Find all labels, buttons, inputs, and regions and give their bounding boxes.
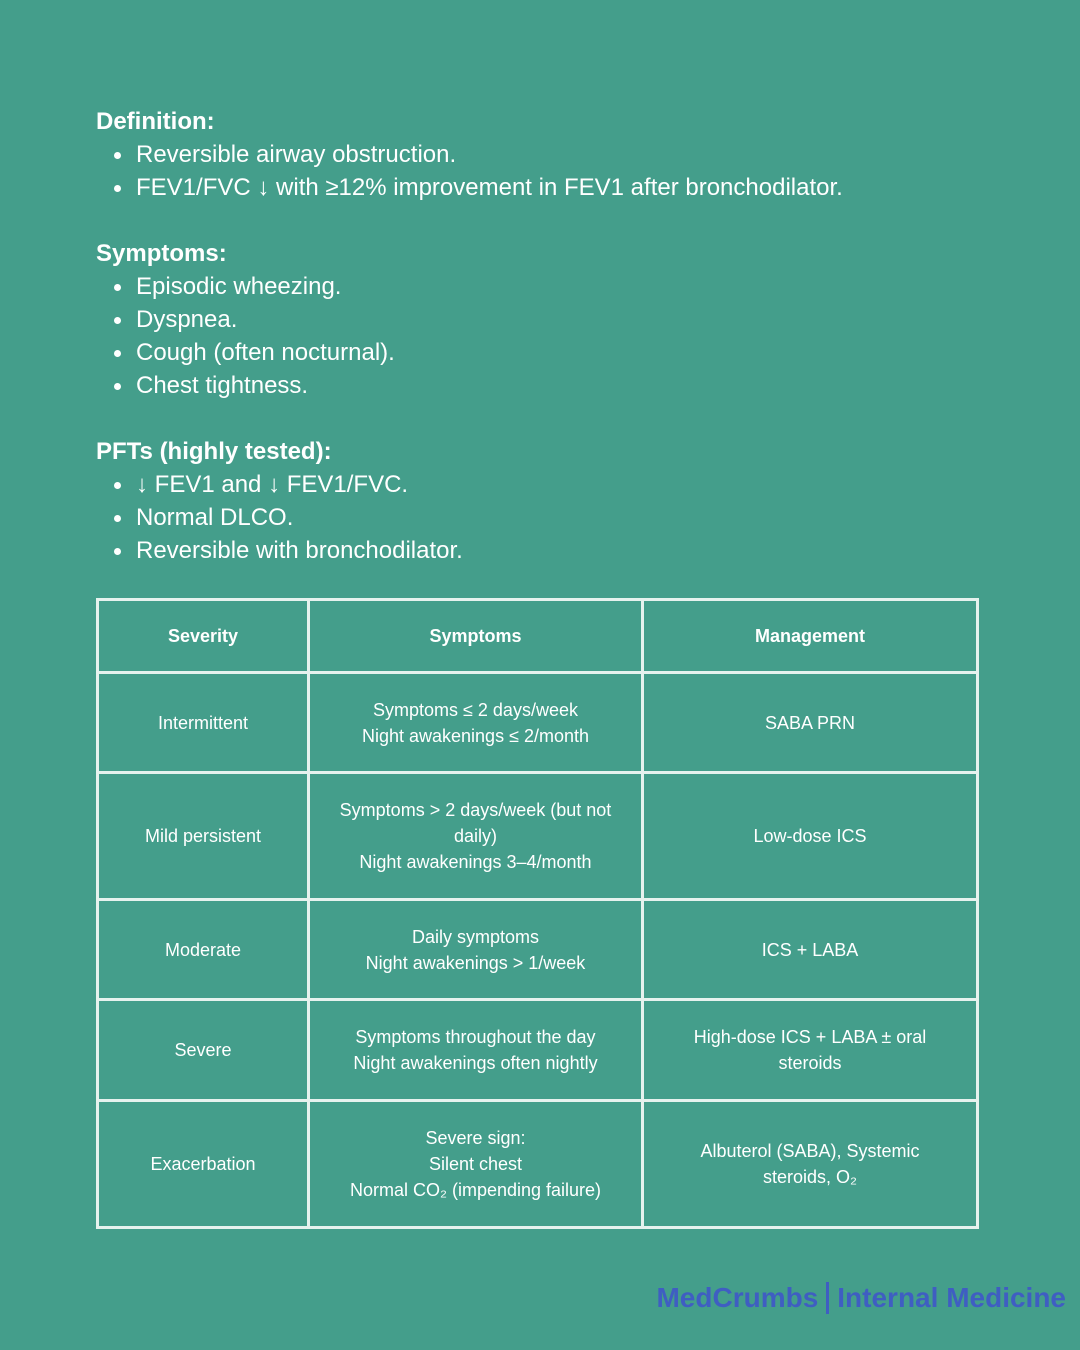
brand-name: MedCrumbs [656,1282,819,1313]
symptoms-cell [309,673,643,773]
cell-line: Night awakenings ≤ 2/month [361,725,589,746]
severity-cell: Exacerbation [98,1101,309,1228]
footer-divider [826,1282,829,1314]
header-management: Management [643,600,978,673]
table-row [98,773,978,900]
cell-line: Severe sign: [425,1128,526,1148]
cell-line: Symptoms > 2 days/week (but not daily) [339,800,612,846]
cell-line: Symptoms throughout the day [355,1027,596,1047]
list-item: Cough (often nocturnal). [114,336,996,369]
list-item: Chest tightness. [114,369,996,402]
cell-line: Night awakenings > 1/week [365,952,586,973]
bullet-list [96,138,996,204]
cell-line: Normal CO₂ (impending failure) [349,1180,602,1200]
list-item: Reversible airway obstruction. [114,138,996,171]
management-cell [643,773,978,900]
list-item: Episodic wheezing. [114,270,996,303]
cell-line: High-dose ICS + LABA ± oral steroids [693,1027,927,1073]
cell-line: Night awakenings often nightly [353,1053,598,1073]
cell-line: Low-dose ICS [753,826,867,846]
symptoms-section [96,237,996,402]
cell-line: Albuterol (SABA), Systemic steroids, O₂ [700,1141,920,1187]
list-item: Reversible with bronchodilator. [114,534,996,567]
symptoms-cell [309,1101,643,1228]
severity-table [96,598,979,1229]
header-symptoms: Symptoms [309,600,643,673]
list-item: FEV1/FVC ↓ with ≥12% improvement in FEV1 after bronchodilator. [114,171,996,204]
management-cell [643,900,978,1000]
header-severity: Severity [98,600,309,673]
table-row [98,1101,978,1228]
severity-cell: Severe [98,1000,309,1101]
cell-line: Daily symptoms [411,926,540,947]
bullet-list [96,270,996,402]
severity-cell: Mild persistent [98,773,309,900]
cell-line: ICS + LABA [761,939,859,960]
severity-table-container [96,598,976,1229]
management-cell [643,1101,978,1228]
definition-section [96,105,996,204]
list-item: ↓ FEV1 and ↓ FEV1/FVC. [114,468,996,501]
severity-cell: Intermittent [98,673,309,773]
bullet-list [96,468,996,567]
symptoms-cell [309,900,643,1000]
management-cell [643,1000,978,1101]
pfts-section [96,435,996,567]
table-row [98,1000,978,1101]
table-header-row [98,600,978,673]
section-heading: Definition: [96,108,215,135]
list-item: Dyspnea. [114,303,996,336]
table-row [98,673,978,773]
table-row [98,900,978,1000]
main-content [96,105,996,600]
footer-brand [656,1282,1066,1316]
cell-line: Night awakenings 3–4/month [359,852,592,872]
cell-line: Silent chest [428,1154,523,1174]
list-item: Normal DLCO. [114,501,996,534]
section-heading: PFTs (highly tested): [96,438,332,465]
symptoms-cell [309,1000,643,1101]
symptoms-cell [309,773,643,900]
section-heading: Symptoms: [96,240,227,267]
management-cell [643,673,978,773]
severity-cell: Moderate [98,900,309,1000]
cell-line: Symptoms ≤ 2 days/week [373,699,578,720]
cell-line: SABA PRN [764,712,856,733]
brand-category: Internal Medicine [837,1282,1066,1313]
